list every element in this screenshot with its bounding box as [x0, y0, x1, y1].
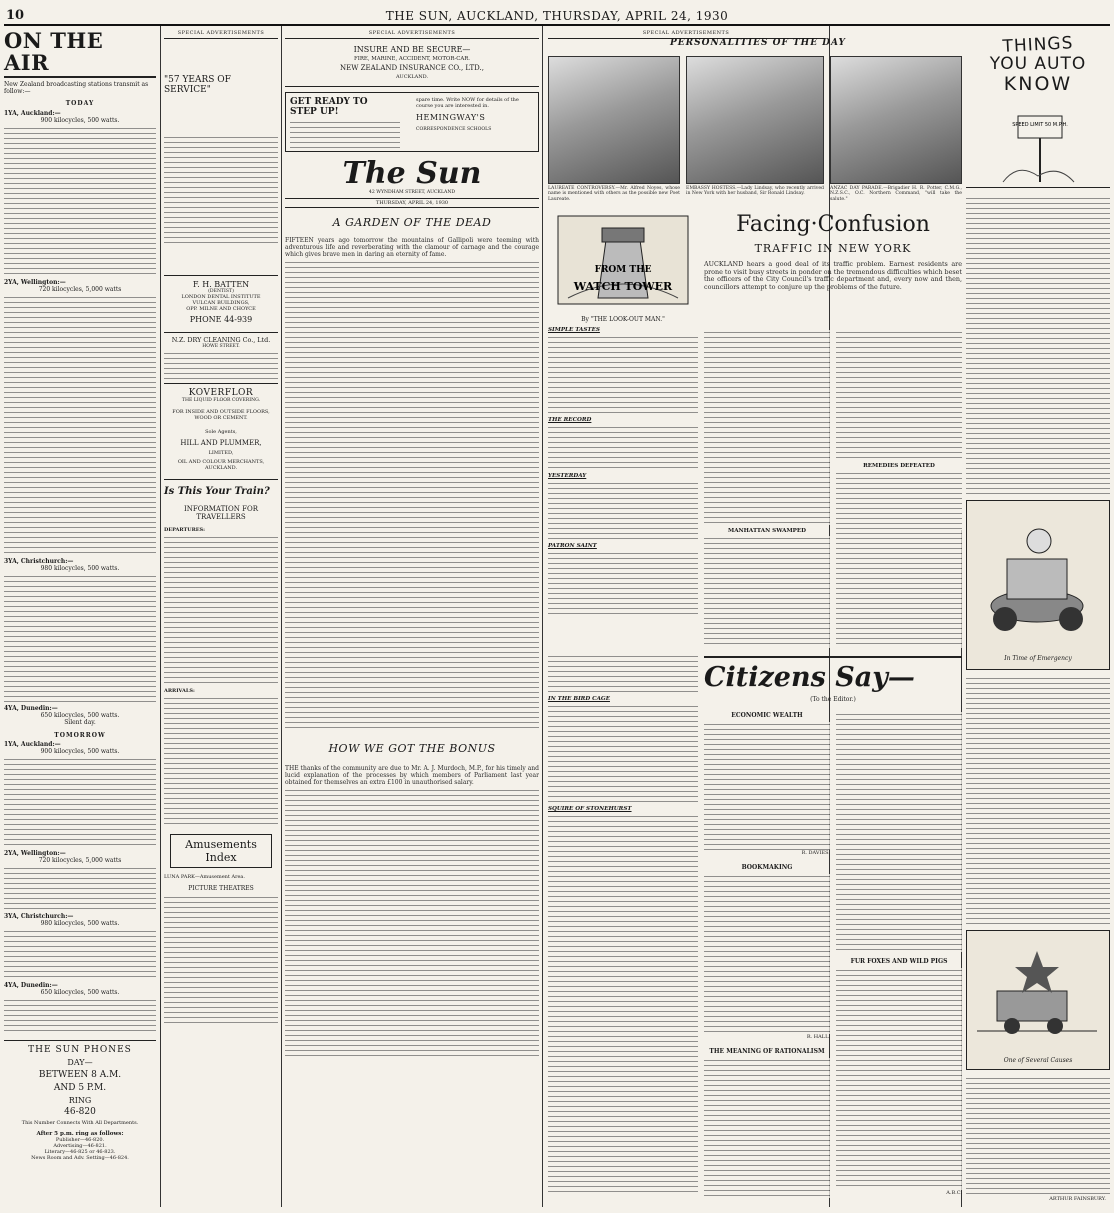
hemingway-ad — [285, 92, 539, 152]
citizens-col-1 — [704, 712, 830, 1198]
ready-school-sub: CORRESPONDENCE SCHOOLS — [416, 127, 492, 132]
watch-sub: SQUIRE OF STONEHURST — [548, 806, 632, 812]
today-label: TODAY — [65, 100, 95, 107]
cartoon-caption: In Time of Emergency — [1004, 655, 1072, 662]
insurance-ad — [285, 45, 539, 87]
station-freq: 720 kilocycles, 5,000 watts — [38, 286, 122, 293]
ad-line: N.Z. DRY CLEANING Co., Ltd. — [171, 336, 271, 344]
sun-title: The Sun — [342, 156, 482, 191]
arrivals-label: ARRIVALS: — [164, 688, 195, 694]
cartoon-caption: One of Several Causes — [1003, 1057, 1073, 1064]
station-name: 4YA, Dunedin:— — [4, 982, 58, 989]
cartoon-emergency — [966, 500, 1110, 670]
special-ads-label: SPECIAL ADVERTISEMENTS — [548, 30, 824, 39]
watch-tower-cont — [548, 654, 698, 1208]
station-freq: 900 kilocycles, 500 watts. — [40, 117, 120, 124]
traffic-headline — [704, 212, 962, 238]
phones-after: After 5 p.m. ring as follows: — [36, 1131, 124, 1137]
caption: ANZAC DAY PARADE.—Brigadier H. R. Potter, C.M.G., N.Z.S.C., O.C. Northern Command, "will take the salute." — [830, 186, 962, 202]
station-name: 2YA, Wellington:— — [4, 850, 66, 857]
remedies-sub: REMEDIES DEFEATED — [863, 463, 935, 469]
letter-sig: A.B.C. — [946, 1190, 962, 1196]
watch-tower-byline: By "THE LOOK-OUT MAN." — [581, 316, 665, 323]
sun-date: THURSDAY, APRIL 24, 1930 — [285, 198, 539, 208]
phones-number: 46-820 — [64, 1107, 96, 1117]
phones-dept: Advertising—46-821. — [53, 1143, 107, 1149]
svg-text:WATCH TOWER: WATCH TOWER — [573, 280, 673, 293]
traffic-article — [704, 212, 962, 648]
ad-line: F. H. BATTEN — [192, 280, 250, 289]
phones-line: BETWEEN 8 A.M. — [38, 1070, 122, 1080]
train-question: Is This Your Train? — [164, 486, 270, 497]
batten-ad — [164, 275, 278, 324]
watch-sub: SIMPLE TASTES — [548, 327, 600, 333]
speed-sign-icon — [998, 114, 1078, 184]
special-ads-label: SPECIAL ADVERTISEMENTS — [164, 30, 278, 39]
traffic-lead: AUCKLAND hears a good deal of its traffic problem. Earnest residents are prone to visit busy streets in ponder on the tremendous difficulties which beset the officers of the City Council's traffic department and, every now and then, councillors attempt to conjure up the problems of the future. — [704, 260, 962, 291]
station-freq: 650 kilocycles, 500 watts. — [40, 712, 120, 719]
things-title: KNOW — [1003, 73, 1073, 95]
on-the-air-heading: ON THE AIR — [4, 28, 104, 75]
insurance-line: INSURE AND BE SECURE— — [353, 45, 471, 54]
sun-phones-box — [4, 1040, 156, 1161]
cartoon-causes — [966, 930, 1110, 1070]
dry-cleaning-ad — [164, 332, 278, 379]
amusements-box — [170, 834, 272, 868]
ad-line: VULCAN BUILDINGS, — [192, 300, 250, 306]
ready-school: HEMINGWAY'S — [416, 113, 486, 122]
watch-sub: IN THE BIRD CAGE — [548, 696, 610, 702]
phones-dept: News Room and Adv. Setting—46-824. — [31, 1155, 129, 1161]
insurance-line: FIRE, MARINE, ACCIDENT, MOTOR-CAR. — [353, 56, 471, 62]
ad-line: KOVERFLOR — [188, 388, 254, 398]
citizens-section — [704, 656, 962, 1208]
luna-park: LUNA PARK—Amusement Area. — [164, 874, 245, 880]
traffic-headline-dot: · — [810, 212, 818, 237]
citizens-title: Citizens Say— — [704, 662, 915, 693]
letter-sig: R. DAVIES. — [801, 850, 830, 856]
departures-label: DEPARTURES: — [164, 527, 205, 533]
station-freq: 980 kilocycles, 500 watts. — [40, 920, 120, 927]
sun-address: 42 WYNDHAM STREET, AUCKLAND — [368, 190, 456, 195]
ready-text: spare time. Write NOW for details of the course you are interested in. — [416, 97, 519, 109]
on-the-air-intro: New Zealand broadcasting stations transmit as follow:— — [4, 81, 149, 95]
sun-nameplate — [285, 158, 539, 208]
station-freq: 900 kilocycles, 500 watts. — [40, 748, 120, 755]
info-line: INFORMATION FOR — [184, 505, 258, 513]
ad-line: PHONE 44-939 — [189, 315, 253, 324]
car-cartoon-icon — [967, 501, 1109, 651]
ad-line: HOWE STREET. — [202, 344, 240, 349]
station-freq: 650 kilocycles, 500 watts. — [40, 989, 120, 996]
things-column — [966, 30, 1110, 1208]
station-name: 1YA, Auckland:— — [4, 741, 61, 748]
picture-theatres: PICTURE THEATRES — [188, 885, 254, 892]
tomorrow-label: TOMORROW — [54, 732, 106, 739]
info-line: TRAVELLERS — [196, 513, 246, 521]
watch-sub: YESTERDAY — [548, 473, 587, 479]
photo-potter — [830, 56, 962, 184]
ad-line: (DENTIST) — [208, 289, 234, 294]
ad-line: THE LIQUID FLOOR COVERING. — [181, 398, 261, 403]
watch-sub: THE RECORD — [548, 417, 592, 423]
letter-sig: R. HALL. — [806, 1034, 830, 1040]
things-title: YOU AUTO — [989, 54, 1087, 74]
traffic-headline-word: Facing — [736, 212, 811, 237]
silent-day: Silent day. — [64, 719, 96, 726]
station-name: 2YA, Wellington:— — [4, 279, 66, 286]
traffic-sub: TRAFFIC IN NEW YORK — [754, 242, 912, 255]
bonus-lead: THE thanks of the community are due to Mr. A. J. Murdoch, M.P., for his timely and lucid explanation of the processes by which members of Parliament last year obtained for themselves an extra £100 in unauthorised salary. — [285, 765, 539, 786]
masthead — [4, 6, 1110, 26]
insurance-line: AUCKLAND. — [395, 74, 429, 80]
letter-heading: ECONOMIC WEALTH — [731, 712, 803, 719]
traffic-col-1 — [704, 330, 830, 648]
citizens-editor: (To the Editor.) — [810, 696, 856, 703]
phones-line: This Number Connects With All Departments. — [21, 1120, 139, 1126]
things-author: ARTHUR FAINSBURY. — [1049, 1196, 1106, 1202]
station-freq: 980 kilocycles, 500 watts. — [40, 565, 120, 572]
caption: EMBASSY HOSTESS.—Lady Lindsay, who recently arrived in New York with her husband, Sir Ronald Lindsay. — [686, 186, 824, 197]
leader-column — [285, 30, 539, 1208]
letter-heading: BOOKMAKING — [741, 864, 793, 871]
ad-line: HILL AND PLUMMER, — [180, 439, 262, 447]
masthead-title: THE SUN, AUCKLAND, THURSDAY, APRIL 24, 1930 — [385, 9, 729, 23]
amusements-title: Amusements — [185, 838, 257, 851]
ad-line: LONDON DENTAL INSTITUTE — [181, 294, 261, 300]
citizens-col-2 — [836, 712, 962, 1196]
phones-line: AND 5 P.M. — [53, 1083, 107, 1093]
station-name: 3YA, Christchurch:— — [4, 913, 74, 920]
phones-dept: Literary—46-825 or 46-823. — [44, 1149, 116, 1155]
insurance-line: NEW ZEALAND INSURANCE CO., LTD., — [340, 64, 484, 72]
phones-line: THE SUN PHONES — [28, 1045, 132, 1055]
garden-lead: FIFTEEN years ago tomorrow the mountains of Gallipoli were teeming with adventurous life and reverberating with the clamour of carnage and the courage which gives brave men in daring an eternity of fame. — [285, 237, 539, 258]
koverflor-ad — [164, 383, 278, 471]
things-title: THINGS — [1002, 33, 1074, 57]
ready-headline: GET READY TO STEP UP! — [290, 97, 368, 117]
svg-text:FROM THE: FROM THE — [594, 265, 652, 275]
phones-line: RING — [68, 1096, 92, 1105]
things-header — [966, 33, 1110, 188]
train-ad — [164, 479, 278, 826]
special-ads-label: SPECIAL ADVERTISEMENTS — [285, 30, 539, 39]
letter-heading: FUR FOXES AND WILD PIGS — [850, 958, 948, 965]
amusements-title: Index — [205, 851, 237, 864]
phones-dept: Publisher—46-820. — [55, 1137, 105, 1143]
ad-line: OIL AND COLOUR MERCHANTS, AUCKLAND. — [177, 459, 265, 471]
station-name: 3YA, Christchurch:— — [4, 558, 74, 565]
caption: LAUREATE CONTROVERSY.—Mr. Alfred Noyes, whose name is mentioned with others as the possible new Poet Laureate. — [548, 186, 680, 202]
ad-line: Sole Agents, — [205, 429, 237, 435]
special-ads-column — [164, 30, 278, 1208]
crash-cartoon-icon — [967, 931, 1109, 1053]
ad-line: FOR INSIDE AND OUTSIDE FLOORS, WOOD OR CEMENT. — [172, 409, 270, 421]
watch-tower-illustration — [548, 210, 698, 310]
garden-headline: A GARDEN OF THE DEAD — [332, 216, 492, 229]
years-title: "57 YEARS OF SERVICE" — [164, 75, 231, 95]
letter-heading: THE MEANING OF RATIONALISM — [709, 1048, 825, 1055]
photo-lindsay — [686, 56, 824, 184]
speed-sign-text: SPEED LIMIT 50 M.P.H. — [1012, 122, 1068, 128]
watch-sub: PATRON SAINT — [548, 543, 597, 549]
phones-line: DAY— — [67, 1058, 93, 1067]
watch-tower-column — [548, 210, 698, 650]
traffic-col-2 — [836, 330, 962, 648]
on-the-air-column — [4, 30, 156, 1208]
manhattan-sub: MANHATTAN SWAMPED — [728, 528, 806, 534]
traffic-headline-word: Confusion — [817, 212, 930, 237]
ad-line: OPP. MILNE AND CHOYCE — [186, 306, 256, 312]
station-freq: 720 kilocycles, 5,000 watts — [38, 857, 122, 864]
station-name: 1YA, Auckland:— — [4, 110, 61, 117]
page-number: 10 — [6, 8, 25, 23]
personalities-heading: PERSONALITIES OF THE DAY — [670, 38, 846, 48]
station-name: 4YA, Dunedin:— — [4, 705, 58, 712]
bonus-headline: HOW WE GOT THE BONUS — [328, 742, 496, 755]
photo-noyes — [548, 56, 680, 184]
ad-line: LIMITED, — [208, 450, 234, 456]
